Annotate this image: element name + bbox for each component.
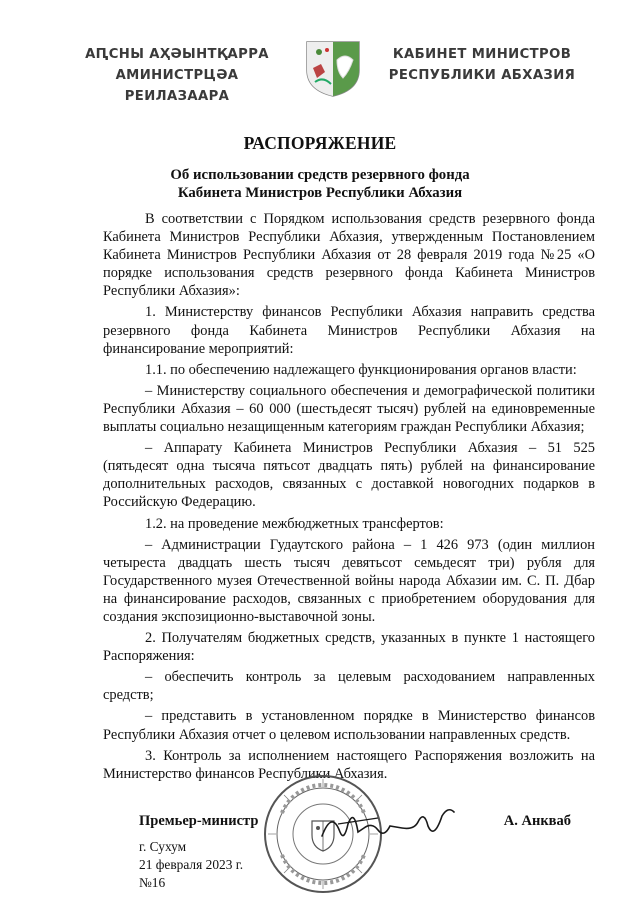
subtitle-line2: Кабинета Министров Республики Абхазия [177, 185, 463, 201]
coat-of-arms-icon [303, 38, 363, 98]
document-footer [139, 838, 243, 892]
header-right-line1: КАБИНЕТ МИНИСТРОВ [392, 47, 572, 62]
paragraph-item-1-2: 1.2. на проведение межбюджетных трансфертов: [145, 515, 444, 532]
paragraph-control: – обеспечить контроль за целевым расходованием направленных средств; [103, 669, 595, 704]
paragraph-apparatus: – Аппарату Кабинета Министров Республики Абхазия – 51 525 (пятьдесят одна тысяча пятьсот двадцать пять) рублей на финансирование дополнительных расходов, связанных с доставкой новогодних подарков в Российскую Федерацию. [103, 440, 595, 511]
paragraph-item-1-1: 1.1. по обеспечению надлежащего функционирования органов власти: [145, 361, 577, 378]
signatory-position: Премьер-министр [139, 813, 259, 829]
header-left [74, 44, 280, 107]
paragraph-report: – представить в установленном порядке в Министерство финансов Республики Абхазия отчет о целевом использовании направленных средств. [103, 708, 595, 743]
subtitle-line1: Об использовании средств резервного фонда [170, 167, 470, 183]
footer-number: №16 [139, 875, 166, 890]
footer-date: 21 февраля 2023 г. [139, 857, 244, 872]
paragraph-gudauta: – Администрации Гудаутского района – 1 426 973 (один миллион четыреста двадцать шесть тысяч девятьсот семьдесят три) рубля для Государственного музея Отечественной войны народа Абхазии им. С. П. Дбар на финансирование расходов, связанных с приобретением оборудования для создания экспозиционно-выставочной зоны. [103, 536, 595, 625]
document-title: РАСПОРЯЖЕНИЕ [243, 133, 397, 153]
paragraph-item-1: 1. Министерству финансов Республики Абхазия направить средства резервного фонда Кабинета Министров Республики Абхазия на финансирование мероприятий: [103, 304, 595, 357]
handwritten-signature-icon [318, 802, 458, 852]
paragraph-preamble: В соответствии с Порядком использования средств резервного фонда Кабинета Министров Республики Абхазия, утвержденным Постановлением Кабинета Министров Республики Абхазия от 28 февраля 2019 года №25 «О порядке использования средств резервного фонда Кабинета Министров Республики Абхазия»: [103, 211, 595, 300]
header-right-line2: РЕСПУБЛИКИ АБХАЗИЯ [388, 68, 576, 83]
document-body [103, 210, 595, 783]
paragraph-item-3: 3. Контроль за исполнением настоящего Распоряжения возложить на Министерство финансов Республики Абхазия. [103, 747, 595, 782]
paragraph-ministry-social: – Министерству социального обеспечения и демографической политики Республики Абхазия – 60 000 (шестьдесят тысяч) рублей на единовременные выплаты социально незащищенным категориям граждан Республики Абхазия; [103, 382, 595, 436]
document-subtitle [0, 166, 640, 202]
footer-city: г. Сухум [139, 839, 187, 854]
paragraph-item-2: 2. Получателям бюджетных средств, указанных в пункте 1 настоящего Распоряжения: [103, 630, 595, 665]
header-left-line1: АԤСНЫ АҲӘЫНТҚАРРА [85, 47, 269, 62]
header-left-line2: АМИНИСТРЦӘА РЕИЛАЗААРА [115, 68, 239, 104]
header-right [385, 44, 579, 86]
signatory-name: А. Анкваб [503, 813, 571, 829]
